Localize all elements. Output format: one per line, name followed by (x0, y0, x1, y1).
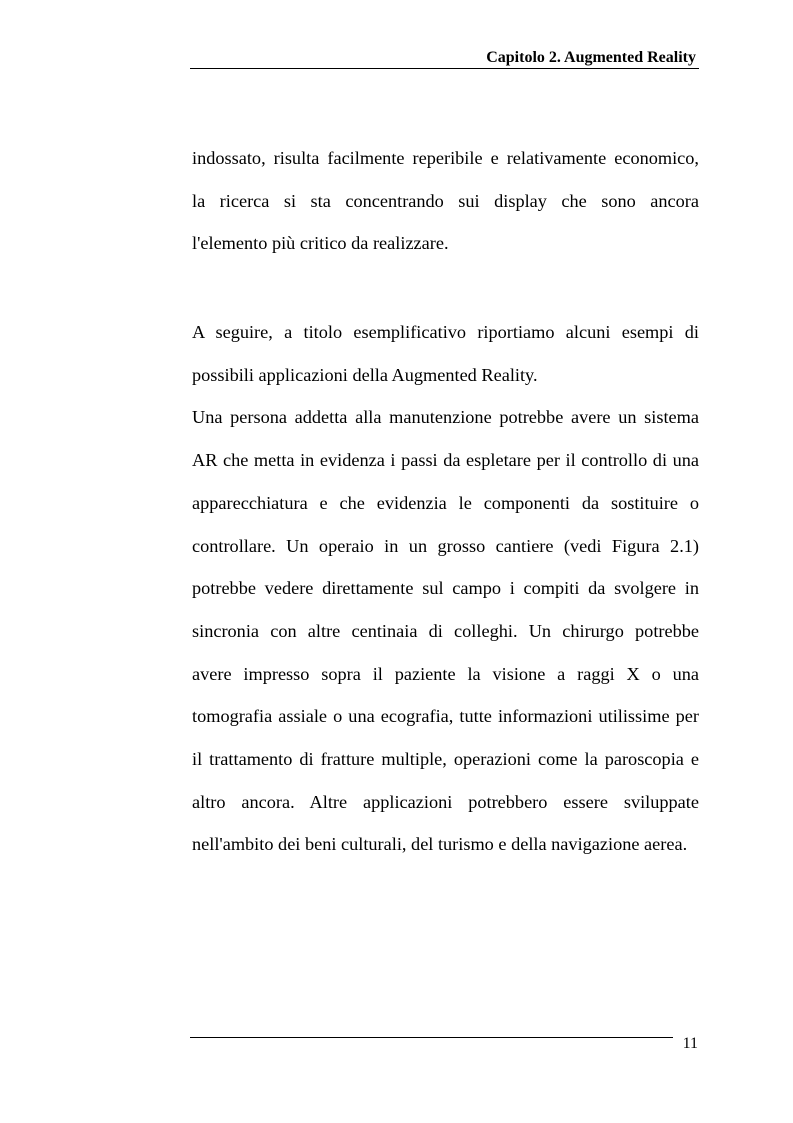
text-line: indossato, risulta facilmente reperibile e relativamente economico, (192, 148, 699, 168)
text-line: l'elemento più critico da realizzare. (192, 233, 449, 254)
running-header (190, 48, 699, 69)
text-line: il trattamento di fratture multiple, operazioni come la paroscopia e (192, 748, 699, 769)
text-line: AR che metta in evidenza i passi da espletare per il controllo di una (192, 450, 699, 471)
text-line: nell'ambito dei beni culturali, del turismo e della navigazione aerea. (192, 834, 688, 855)
page-number: 11 (682, 1035, 698, 1052)
chapter-title: Capitolo 2. Augmented Reality (486, 49, 696, 66)
paragraph (192, 311, 699, 396)
text-line: apparecchiatura e che evidenzia le componenti da sostituire o (192, 492, 699, 513)
text-line: A seguire, a titolo esemplificativo riportiamo alcuni esempi di (192, 322, 699, 343)
text-line: tomografia assiale o una ecografia, tutte informazioni utilissime per (192, 706, 699, 727)
text-line: la ricerca si sta concentrando sui display che sono ancora (192, 190, 699, 211)
text-line: avere impresso sopra il paziente la visione a raggi X o una (192, 663, 699, 684)
footer-rule (190, 1037, 673, 1038)
text-line: possibili applicazioni della Augmented Reality. (192, 364, 538, 385)
paragraph (192, 396, 699, 866)
text-line: altro ancora. Altre applicazioni potrebbero essere sviluppate (192, 791, 699, 812)
text-line: potrebbe vedere direttamente sul campo i compiti da svolgere in (192, 578, 699, 599)
text-line: controllare. Un operaio in un grosso cantiere (vedi Figura 2.1) (192, 535, 699, 556)
text-line: sincronia con altre centinaia di colleghi. Un chirurgo potrebbe (192, 620, 699, 641)
paragraph-spacing (192, 265, 699, 311)
text-line: Una persona addetta alla manutenzione potrebbe avere un sistema (192, 407, 699, 428)
body-text (192, 137, 699, 866)
paragraph (192, 137, 699, 265)
